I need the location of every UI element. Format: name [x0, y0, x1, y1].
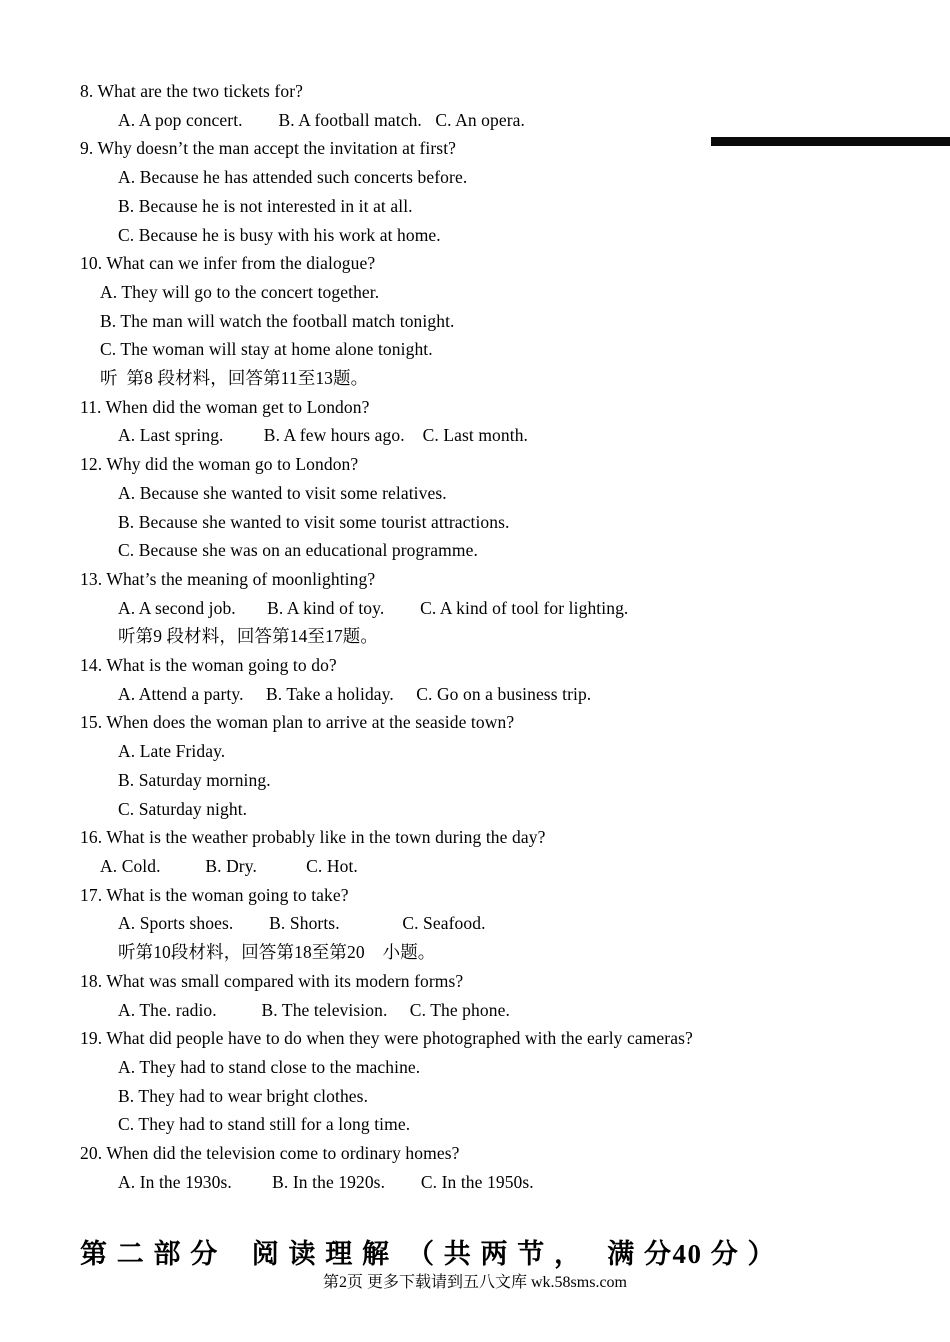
question-line: 20. When did the television come to ordinary homes? — [80, 1143, 460, 1164]
question-line: 12. Why did the woman go to London? — [80, 454, 359, 475]
section-heading: 第 二 部 分 阅 读 理 解 （ 共 两 节 ， 满 分40 分 ） — [80, 1239, 776, 1269]
question-line: 8. What are the two tickets for? — [80, 81, 304, 101]
question-line: 16. What is the weather probably like in the town during the day? — [80, 827, 546, 848]
question-line: 18. What was small compared with its modern forms? — [80, 970, 464, 991]
options-row: A. Cold. B. Dry. C. Hot. — [100, 855, 358, 876]
option-line: B. Because he is not interested in it at all. — [118, 195, 413, 216]
page-footer: 第2页 更多下载请到五八文库 wk.58sms.com — [322, 1274, 627, 1291]
option-line: C. The woman will stay at home alone tonight. — [100, 339, 433, 360]
option-line: C. Saturday night. — [118, 798, 248, 819]
options-row: A. Last spring. B. A few hours ago. C. Last month. — [118, 425, 529, 446]
option-line: B. Because she wanted to visit some tourist attractions. — [118, 511, 510, 532]
options-row: A. The. radio. B. The television. C. The phone. — [118, 999, 510, 1020]
question-line: 19. What did people have to do when they were photographed with the early cameras? — [80, 1028, 693, 1049]
question-line: 9. Why doesn’t the man accept the invitation at first? — [80, 138, 457, 159]
options-row: A. In the 1930s. B. In the 1920s. C. In the 1950s. — [118, 1171, 534, 1192]
question-line: 14. What is the woman going to do? — [80, 655, 337, 676]
question-line: 17. What is the woman going to take? — [80, 884, 349, 905]
listening-instruction: 听第10段材料，回答第18至第20 小题。 — [118, 942, 436, 963]
option-line: B. They had to wear bright clothes. — [118, 1085, 369, 1106]
option-line: C. They had to stand still for a long time. — [118, 1114, 411, 1135]
question-line: 13. What’s the meaning of moonlighting? — [80, 568, 376, 589]
listening-instruction: 听第9 段材料，回答第14至17题。 — [118, 626, 378, 647]
question-line: 10. What can we infer from the dialogue? — [80, 253, 376, 274]
listening-instruction: 听 第8 段材料，回答第11至13题。 — [100, 368, 369, 389]
options-row: A. A second job. B. A kind of toy. C. A kind of tool for lighting. — [118, 597, 629, 618]
option-line: C. Because she was on an educational programme. — [118, 540, 478, 561]
option-line: A. They had to stand close to the machine. — [118, 1056, 421, 1077]
option-line: B. The man will watch the football match tonight. — [100, 310, 455, 331]
options-row: A. A pop concert. B. A football match. C. An opera. — [118, 109, 525, 130]
document-body — [0, 77, 950, 1196]
question-line: 11. When did the woman get to London? — [80, 396, 370, 417]
options-row: A. Sports shoes. B. Shorts. C. Seafood. — [118, 913, 486, 934]
option-line: B. Saturday morning. — [118, 769, 271, 790]
option-line: C. Because he is busy with his work at home. — [118, 224, 441, 245]
question-line: 15. When does the woman plan to arrive at the seaside town? — [80, 712, 515, 733]
option-line: A. They will go to the concert together. — [100, 281, 380, 302]
option-line: A. Because he has attended such concerts before. — [118, 167, 468, 188]
option-line: A. Late Friday. — [118, 741, 226, 762]
option-line: A. Because she wanted to visit some relatives. — [118, 482, 447, 503]
options-row: A. Attend a party. B. Take a holiday. C. Go on a business trip. — [118, 683, 592, 704]
